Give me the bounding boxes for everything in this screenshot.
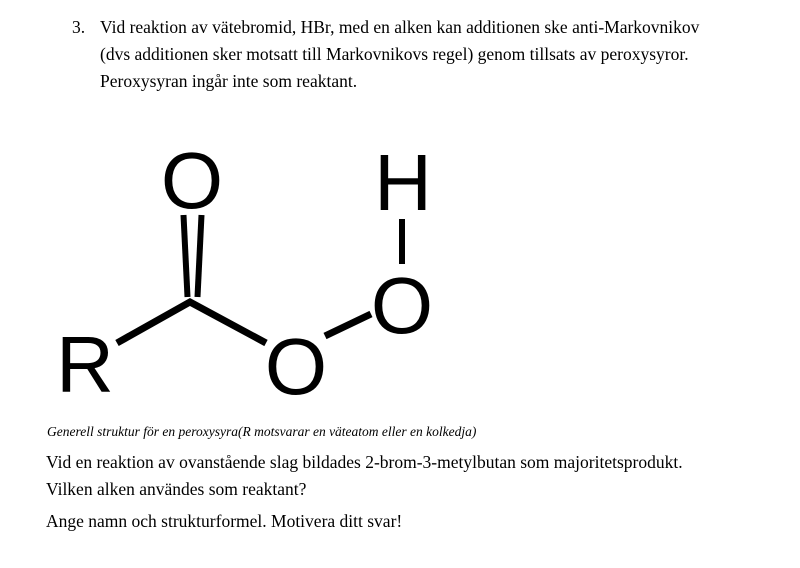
question-text-line-1: Vid reaktion av vätebromid, HBr, med en alken kan additionen ske anti-Markovnikov [100,17,700,37]
atom-label-acidic-hydrogen: H [374,140,432,227]
question-block [72,14,772,95]
question-text-line-2: (dvs additionen sker motsatt till Markovnikovs regel) genom tillsats av peroxysyror. [100,44,689,64]
question-text [100,14,772,95]
atom-label-carbonyl-oxygen: O [160,140,224,225]
followup-line-1: Vid en reaktion av ovanstående slag bildades 2-brom-3-metylbutan som majoritetsprodukt. [46,452,683,472]
carbonyl-double-bond-right [198,215,202,297]
atom-label-r-group: R [56,320,114,402]
question-number: 3. [72,17,86,37]
followup-paragraph-2 [46,508,786,535]
peroxyacid-structure-diagram [40,140,450,402]
followup-paragraph-1 [46,449,786,503]
atom-label-peroxide-oxygen-2: O [370,261,434,350]
oxygen-oxygen-single-bond [325,314,371,336]
r-carbon-oxygen-single-bonds [117,302,266,343]
atom-label-peroxide-oxygen-1: O [264,322,328,402]
carbonyl-double-bond-left [184,215,188,297]
figure-caption: Generell struktur för en peroxysyra(R motsvarar en väteatom eller en kolkedja) [47,424,477,439]
question-text-line-3: Peroxysyran ingår inte som reaktant. [100,71,358,91]
followup-line-3: Ange namn och strukturformel. Motivera ditt svar! [46,511,403,531]
followup-line-2: Vilken alken användes som reaktant? [46,479,307,499]
